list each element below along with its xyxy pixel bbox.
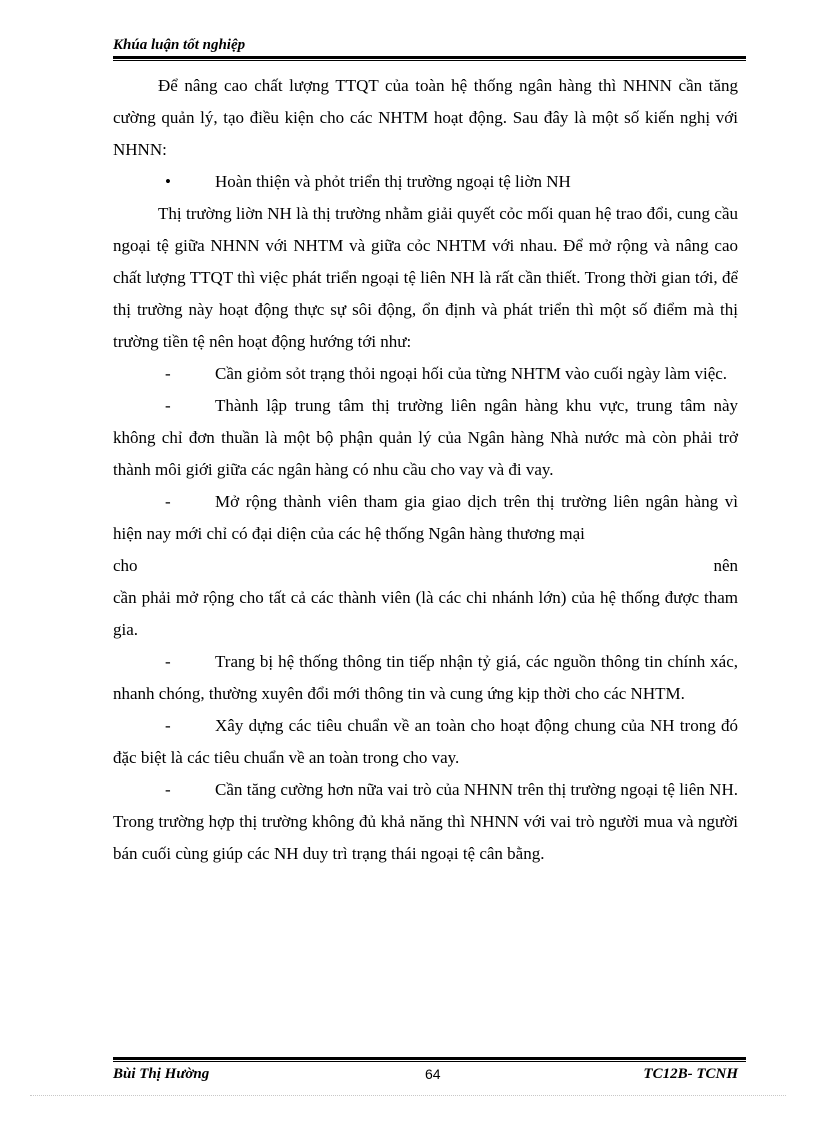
list-item-5	[113, 710, 738, 774]
market-paragraph: Thị trường liờn NH là thị trường nhằm giải quyết cỏc mối quan hệ trao đổi, cung cầu ngoại tệ giữa NHNN với NHTM và giữa cỏc NHTM với nhau. Để mở rộng và nâng cao chất lượng TTQT thì việc phát triển ngoại tệ liên NH là rất cần thiết. Trong thời gian tới, để thị trường này hoạt động thực sự sôi động, ổn định và phát triển thì một số điểm mà thị trường tiền tệ nên hoạt động hướng tới như:	[113, 204, 738, 351]
list-item-4	[113, 646, 738, 710]
dash-marker: -	[165, 652, 171, 671]
list-item-text: Cần tăng cường hơn nữa vai trò của NHNN trên thị trường ngoại tệ liên NH. Trong trường hợp thị trường không đủ khả năng thì NHNN với vai trò người mua và người bán cuối cùng giúp các NH duy trì trạng thái ngoại tệ cân bằng.	[113, 780, 738, 863]
list-item-1	[113, 358, 738, 390]
header-rule	[113, 56, 746, 61]
list-item-text: Thành lập trung tâm thị trường liên ngân hàng khu vực, trung tâm này không chỉ đơn thuần là một bộ phận quản lý của Ngân hàng Nhà nước mà còn phải trở thành môi giới giữa các ngân hàng có nhu cầu cho vay và đi vay.	[113, 396, 738, 479]
list-item-3	[113, 486, 738, 550]
footer-author: Bùi Thị Hường	[113, 1066, 210, 1082]
spread-word-cho: cho	[113, 556, 138, 575]
bullet-text: Hoàn thiện và phỏt triển thị trường ngoại tệ liờn NH	[215, 172, 571, 191]
bullet-item	[113, 166, 738, 198]
page-number: 64	[425, 1066, 441, 1082]
footer-class-code: TC12B- TCNH	[643, 1066, 738, 1082]
list-item-2	[113, 390, 738, 486]
dash-marker: -	[165, 396, 171, 415]
list-item-3-spread-line	[113, 550, 738, 582]
list-item-text: Trang bị hệ thống thông tin tiếp nhận tỷ giá, các nguồn thông tin chính xác, nhanh chóng, thường xuyên đổi mới thông tin và cung ứng kịp thời cho các NHTM.	[113, 652, 738, 703]
intro-paragraph: Để nâng cao chất lượng TTQT của toàn hệ thống ngân hàng thì NHNN cần tăng cường quản lý, tạo điều kiện cho các NHTM hoạt động. Sau đây là một số kiến nghị với NHNN:	[113, 76, 738, 159]
bullet-icon: •	[165, 172, 171, 191]
list-item-3-continuation: cần phải mở rộng cho tất cả các thành viên (là các chi nhánh lớn) của hệ thống được tham gia.	[113, 588, 738, 639]
list-item-text: Xây dựng các tiêu chuẩn về an toàn cho hoạt động chung của NH trong đó đặc biệt là các tiêu chuẩn về an toàn trong cho vay.	[113, 716, 738, 767]
list-item-text: Cần giỏm sỏt trạng thỏi ngoại hối của từng NHTM vào cuối ngày làm việc.	[215, 364, 728, 383]
spread-word-nen: nên	[713, 556, 738, 575]
footer-rule	[113, 1057, 746, 1062]
list-item-6	[113, 774, 738, 870]
dash-marker: -	[165, 364, 171, 383]
list-item-text: Mở rộng thành viên tham gia giao dịch trên thị trường liên ngân hàng vì hiện nay mới chỉ có đại diện của các hệ thống Ngân hàng thương mại	[113, 492, 738, 543]
dash-marker: -	[165, 492, 171, 511]
header-title: Khúa luận tốt nghiệp	[113, 37, 246, 53]
dash-marker: -	[165, 780, 171, 799]
document-body	[113, 70, 738, 870]
dash-marker: -	[165, 716, 171, 735]
page-bottom-divider	[30, 1095, 786, 1096]
